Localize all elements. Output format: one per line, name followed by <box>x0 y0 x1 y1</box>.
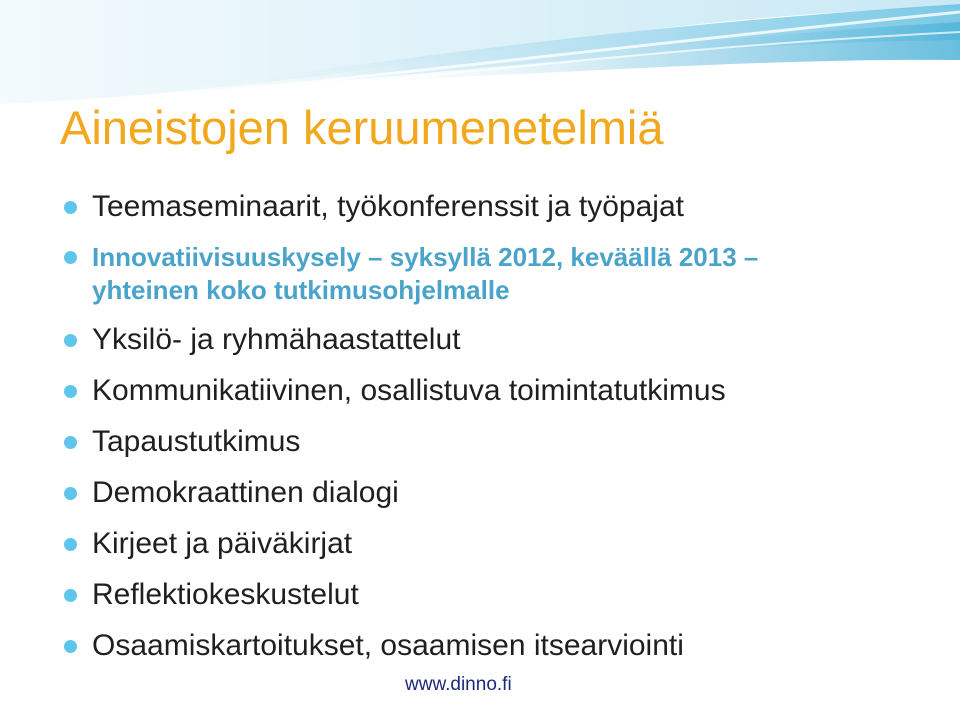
bullet-text: Osaamiskartoitukset, osaamisen itsearviointi <box>92 629 684 662</box>
bullet-dot-icon <box>64 436 77 449</box>
bullet-dot-icon <box>64 538 77 551</box>
bullet-dot-icon <box>64 589 77 602</box>
bullet-text: Teemaseminaarit, työkonferenssit ja työpajat <box>92 190 684 223</box>
header-wave-decoration <box>0 0 960 110</box>
footer-website-link[interactable]: www.dinno.fi <box>405 674 512 695</box>
bullet-dot-icon <box>64 334 77 347</box>
bullet-dot-icon <box>64 201 77 214</box>
bullet-item-highlighted <box>60 241 872 307</box>
bullet-dot-icon <box>64 640 77 653</box>
bullet-dot-icon <box>64 251 77 264</box>
bullet-item <box>60 476 940 510</box>
bullet-text: Kirjeet ja päiväkirjat <box>92 527 353 560</box>
slide-title: Aineistojen keruumenetelmiä <box>60 101 664 154</box>
bullet-text: Demokraattinen dialogi <box>92 476 399 509</box>
bullet-item <box>60 578 940 612</box>
bullet-item <box>60 374 940 408</box>
bullet-text: Kommunikatiivinen, osallistuva toimintatutkimus <box>92 374 726 407</box>
bullet-text: Yksilö- ja ryhmähaastattelut <box>92 323 461 356</box>
bullet-text: Tapaustutkimus <box>92 425 301 458</box>
bullet-item <box>60 323 940 357</box>
bullet-item <box>60 190 940 224</box>
bullet-item <box>60 629 940 663</box>
bullet-item <box>60 425 940 459</box>
bullet-item <box>60 527 940 561</box>
bullet-list <box>60 190 940 680</box>
bullet-text: Reflektiokeskustelut <box>92 578 359 611</box>
bullet-dot-icon <box>64 385 77 398</box>
bullet-text: Innovatiivisuuskysely – syksyllä 2012, keväällä 2013 – yhteinen koko tutkimusohjelmalle <box>92 242 759 305</box>
bullet-dot-icon <box>64 487 77 500</box>
